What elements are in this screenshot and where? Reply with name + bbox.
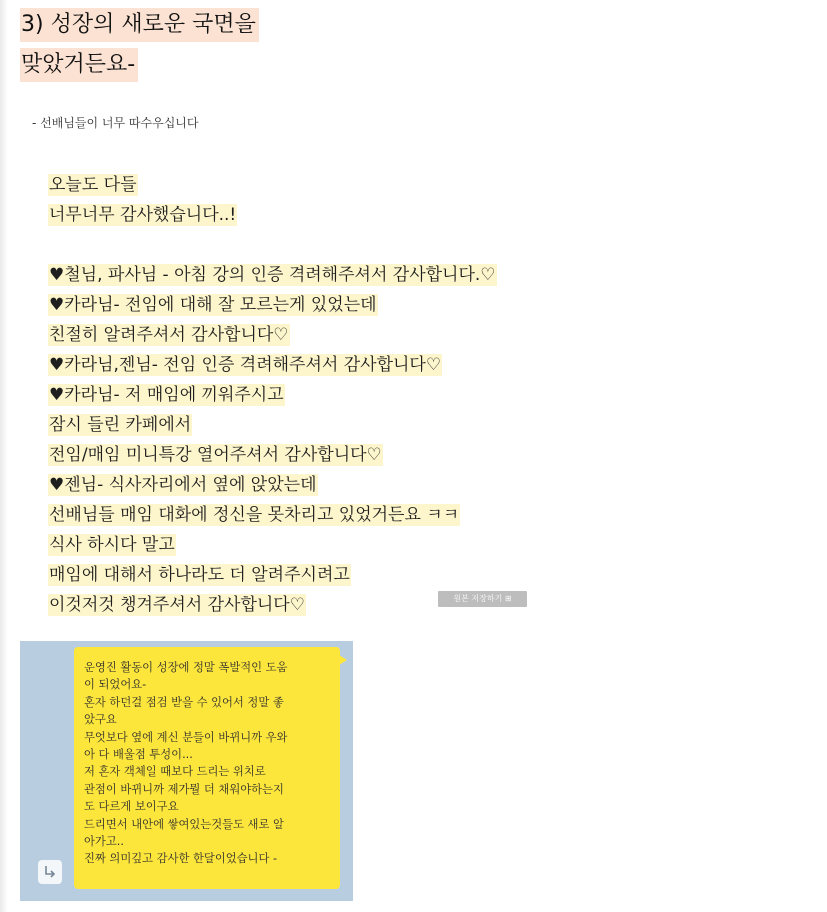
- subnote-text: - 선배님들이 너무 따수우십니다: [32, 116, 199, 130]
- body-line-text: 잠시 들린 카페에서: [49, 415, 192, 435]
- body-line-text: 선배님들 매임 대화에 정신을 못차리고 있었거든요 ㅋㅋ: [49, 505, 460, 525]
- body-line: [48, 530, 497, 560]
- body-line-text: [48, 234, 50, 256]
- section-heading-line-1: 3) 성장의 새로운 국면을: [20, 8, 259, 42]
- body-line-text: ♥카라님- 전임에 대해 잘 모르는게 있었는데: [49, 295, 377, 315]
- body-line: [48, 230, 497, 260]
- body-line: [48, 500, 497, 530]
- section-heading-line-2: 맞았거든요-: [20, 48, 138, 82]
- body-line-text: ♥젠님- 식사자리에서 옆에 앉았는데: [49, 475, 317, 495]
- body-line: [48, 380, 497, 410]
- body-line: [48, 440, 497, 470]
- chat-bubble-line: 무엇보다 옆에 계신 분들이 바뀌니까 우와: [84, 730, 288, 744]
- chat-bubble-line: 저 혼자 객체일 때보다 드리는 위치로: [84, 765, 266, 779]
- body-line: [48, 200, 497, 230]
- chat-screenshot: [20, 641, 353, 901]
- chat-bubble-line: 드리면서 내안에 쌓여있는것들도 새로 알: [84, 817, 284, 831]
- reply-button[interactable]: [38, 860, 62, 884]
- chat-bubble-line: 아 다 배울점 투성이...: [84, 748, 193, 762]
- chat-bubble: [74, 647, 340, 889]
- body-line-text: 이것저것 챙겨주셔서 감사합니다♡: [49, 595, 305, 615]
- body-line: [48, 590, 497, 620]
- chat-bubble-line: 혼자 하던걸 점검 받을 수 있어서 정말 좋: [84, 695, 284, 709]
- page-left-edge: [0, 0, 8, 912]
- chat-bubble-line: 관점이 바뀌니까 제가뭘 더 채워야하는지: [84, 782, 284, 796]
- body-line-text: 너무너무 감사했습니다..!: [49, 205, 237, 225]
- body-line-text: 식사 하시다 말고: [49, 535, 175, 555]
- chat-bubble-line: 아가고..: [84, 835, 124, 849]
- body-line: [48, 260, 497, 290]
- save-original-button[interactable]: 원본 저장하기 ⊞: [438, 591, 527, 607]
- chat-bubble-line: 진짜 의미깊고 감사한 한달이었습니다 -: [84, 852, 278, 866]
- chat-bubble-line: 았구요: [84, 713, 117, 727]
- body-line: [48, 350, 497, 380]
- reply-arrow-icon: [43, 865, 57, 879]
- body-line: [48, 410, 497, 440]
- body-line-text: 매임에 대해서 하나라도 더 알려주시려고: [49, 565, 350, 585]
- body-line-text: ♥철님, 파사님 - 아침 강의 인증 격려해주셔서 감사합니다.♡: [49, 265, 496, 285]
- body-line: [48, 560, 497, 590]
- body-line: [48, 290, 497, 320]
- chat-bubble-line: 운영진 활동이 성장에 정말 폭발적인 도움: [84, 661, 288, 674]
- chat-bubble-line: 이 되었어요-: [84, 678, 147, 692]
- body-line-text: ♥카라님- 저 매임에 끼워주시고: [49, 385, 284, 405]
- body-line: [48, 470, 497, 500]
- body-line-text: 전임/매임 미니특강 열어주셔서 감사합니다♡: [49, 445, 382, 465]
- body-line-text: 오늘도 다들: [49, 175, 137, 195]
- body-line: [48, 320, 497, 350]
- body-line-text: ♥카라님,젠님- 전임 인증 격려해주셔서 감사합니다♡: [49, 355, 442, 375]
- body-line: [48, 170, 497, 200]
- chat-bubble-line: 도 다르게 보이구요: [84, 800, 179, 814]
- body-text-block: [48, 170, 497, 620]
- body-line-text: 친절히 알려주셔서 감사합니다♡: [49, 325, 289, 345]
